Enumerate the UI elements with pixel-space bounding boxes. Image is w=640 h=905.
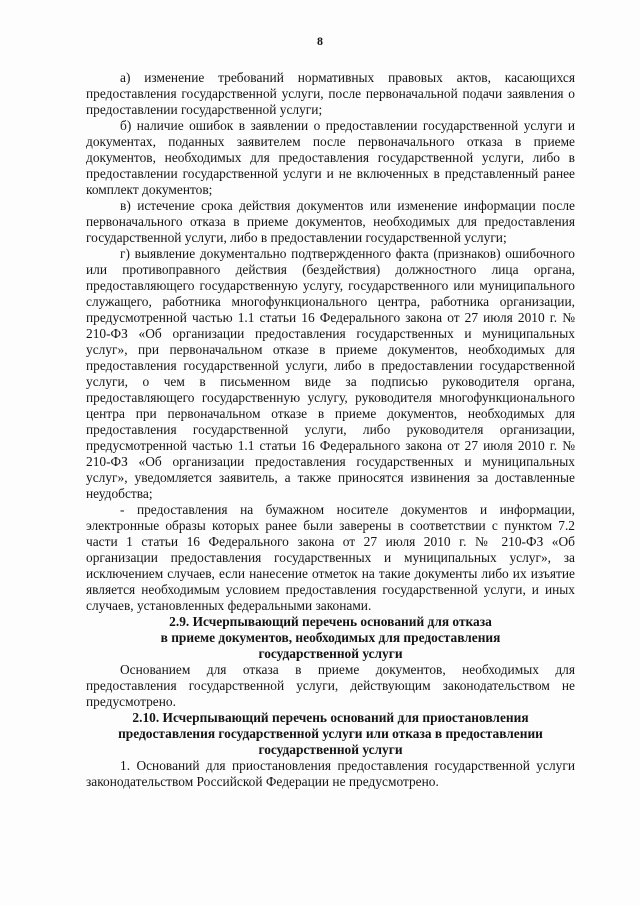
paragraph-section-2-9: Основанием для отказа в приеме документов, необходимых для предоставления государственной услуги, действующим законодательством не предусмотрено. bbox=[86, 662, 575, 709]
paragraph-item-a: а) изменение требований нормативных правовых актов, касающихся предоставления государственной услуги, после первоначальной подачи заявления о предоставлении государственной услуги; bbox=[86, 70, 575, 117]
section-heading-2-9 bbox=[86, 614, 575, 662]
page-number: 8 bbox=[317, 34, 323, 48]
paragraph-item-v: в) истечение срока действия документов или изменение информации после первоначального отказа в приеме документов, необходимых для предоставления государственной услуги, либо в предоставлении государственной услуги; bbox=[86, 198, 575, 245]
paragraph-item-g: г) выявление документально подтвержденного факта (признаков) ошибочного или противоправного действия (бездействия) должностного лица органа, предоставляющего государственную услугу, государственного или муниципального служащего, работника многофункционального центра, работника организации, предусмотренной частью 1.1 статьи 16 Федерального закона от 27 июля 2010 г. № 210-ФЗ «Об организации предоставления государственных и муниципальных услуг», при первоначальном отказе в приеме документов, необходимых для предоставления государственной услуги, либо в предоставлении государственной услуги, о чем в письменном виде за подписью руководителя органа, предоставляющего государственную услугу, руководителя многофункционального центра при первоначальном отказе в приеме документов, необходимых для предоставления государственной услуги, либо руководителя организации, предусмотренной частью 1.1 статьи 16 Федерального закона от 27 июля 2010 г. № 210-ФЗ «Об организации предоставления государственных и муниципальных услуг», уведомляется заявитель, а также приносятся извинения за доставленные неудобства; bbox=[86, 246, 575, 501]
section-heading-2-10-line-2: предоставления государственной услуги или отказа в предоставлении bbox=[118, 726, 543, 741]
section-heading-2-9-line-2: в приеме документов, необходимых для предоставления bbox=[160, 630, 501, 645]
paragraph-section-2-10: 1. Оснований для приостановления предоставления государственной услуги законодательством Российской Федерации не предусмотрено. bbox=[86, 758, 575, 789]
paragraph-item-b: б) наличие ошибок в заявлении о предоставлении государственной услуги и документах, поданных заявителем после первоначального отказа в приеме документов, необходимых для предоставления государственной услуги, либо в предоставлении государственной услуги и не включенных в представленный ранее комплект документов; bbox=[86, 118, 575, 197]
section-heading-2-9-line-3: государственной услуги bbox=[258, 646, 403, 661]
document-body bbox=[86, 70, 575, 790]
paragraph-item-dash: - предоставления на бумажном носителе документов и информации, электронные образы которых ранее были заверены в соответствии с пунктом 7.2 части 1 статьи 16 Федерального закона от 27 июля 2010 г. № 210-ФЗ «Об организации предоставления государственных и муниципальных услуг», за исключением случаев, если нанесение отметок на такие документы либо их изъятие является необходимым условием предоставления государственной услуги, и иных случаев, установленных федеральными законами. bbox=[86, 502, 575, 613]
section-heading-2-10-line-3: государственной услуги bbox=[258, 742, 403, 757]
section-heading-2-9-line-1: 2.9. Исчерпывающий перечень оснований для отказа bbox=[169, 614, 492, 629]
section-heading-2-10-line-1: 2.10. Исчерпывающий перечень оснований для приостановления bbox=[132, 710, 529, 725]
section-heading-2-10 bbox=[86, 710, 575, 758]
